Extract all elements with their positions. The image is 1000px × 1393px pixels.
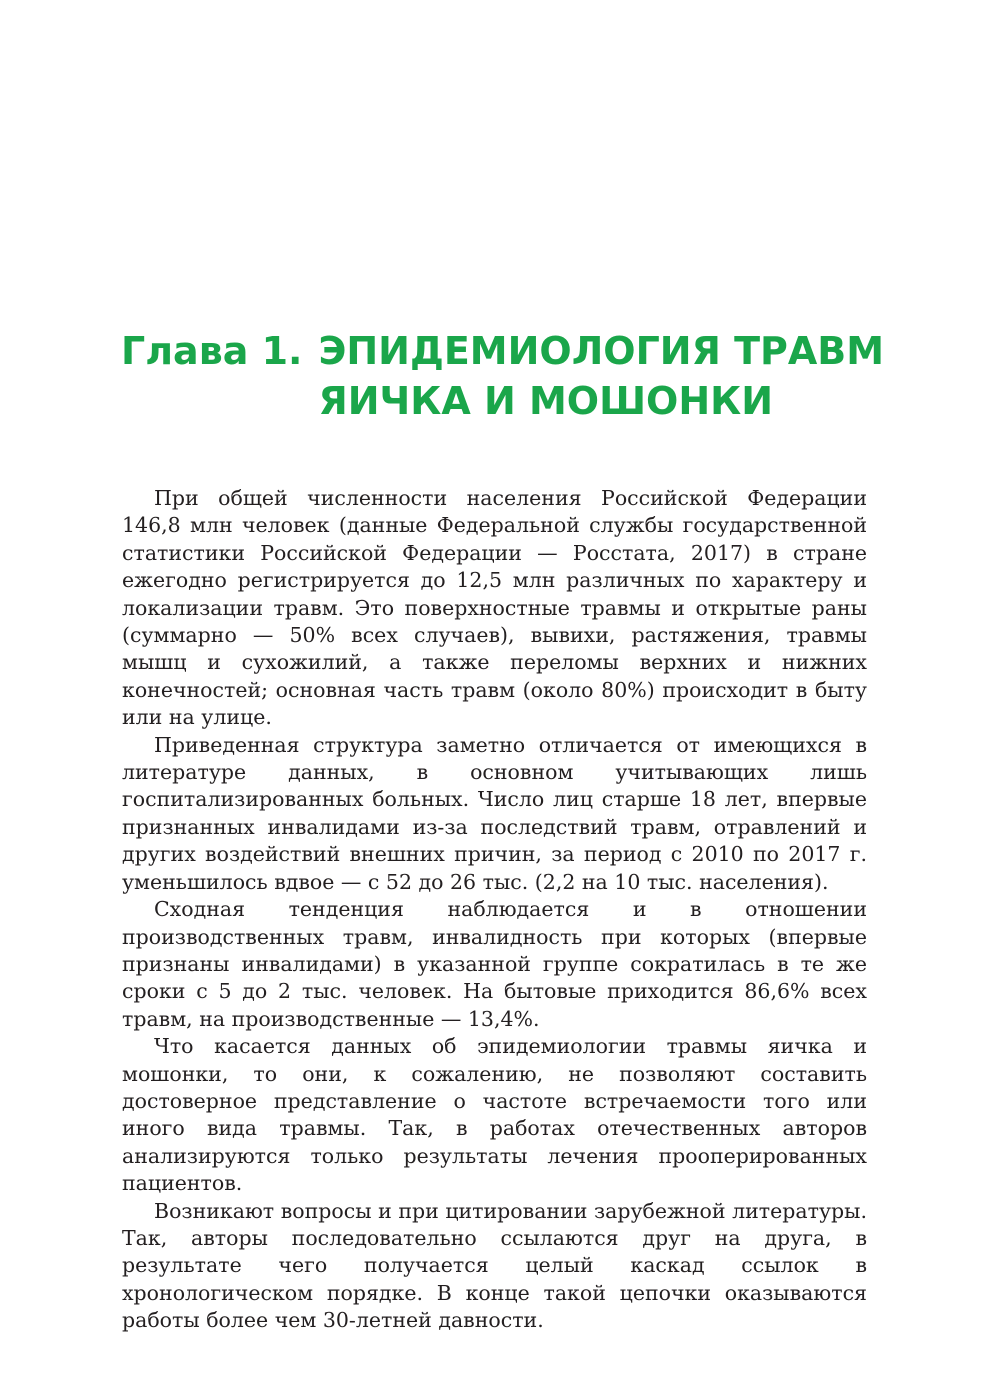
paragraph-4: Что касается данных об эпидемиологии травмы яичка и мошонки, то они, к сожалению, не позволяют составить достоверное представление о частоте встречаемости того или иного вида травмы. Так, в работах отечественных авторов анализируются только результаты лечения прооперированных пациентов.: [122, 1034, 867, 1196]
paragraph-3: Сходная тенденция наблюдается и в отношении производственных травм, инвалидность при которых (впервые признаны инвалидами) в указанной группе сократилась в те же сроки с 5 до 2 тыс. человек. На бытовые приходится 86,6% всех травм, на производственные — 13,4%.: [122, 897, 867, 1031]
paragraph-1: При общей численности населения Российской Федерации 146,8 млн человек (данные Федеральной службы государственной статистики Российской Федерации — Росстата, 2017) в стране ежегодно регистрируется до 12,5 млн различных по характеру и локализации травм. Это поверхностные травмы и открытые раны (суммарно — 50% всех случаев), вывихи, растяжения, травмы мышц и сухожилий, а также переломы верхних и нижних конечностей; основная часть травм (около 80%) происходит в быту или на улице.: [122, 486, 867, 730]
chapter-title-line-1: ЭПИДЕМИОЛОГИЯ ТРАВМ: [318, 329, 885, 373]
chapter-title-line-2: ЯИЧКА И МОШОНКИ: [318, 379, 774, 423]
chapter-heading: [121, 326, 885, 426]
chapter-title: [318, 326, 884, 426]
chapter-number: Глава 1.: [121, 329, 303, 373]
paragraph-2: Приведенная структура заметно отличается от имеющихся в литературе данных, в основном учитывающих лишь госпитализированных больных. Число лиц старше 18 лет, впервые признанных инвалидами из-за последствий травм, отравлений и других воздействий внешних причин, за период с 2010 по 2017 г. уменьшилось вдвое — с 52 до 26 тыс. (2,2 на 10 тыс. населения).: [122, 732, 867, 894]
paragraph-5: Возникают вопросы и при цитировании зарубежной литературы. Так, авторы последовательно ссылаются друг на друга, в результате чего получается целый каскад ссылок в хронологическом порядке. В конце такой цепочки оказываются работы более чем 30-летней давности.: [122, 1198, 867, 1333]
chapter-body: [122, 485, 867, 1335]
